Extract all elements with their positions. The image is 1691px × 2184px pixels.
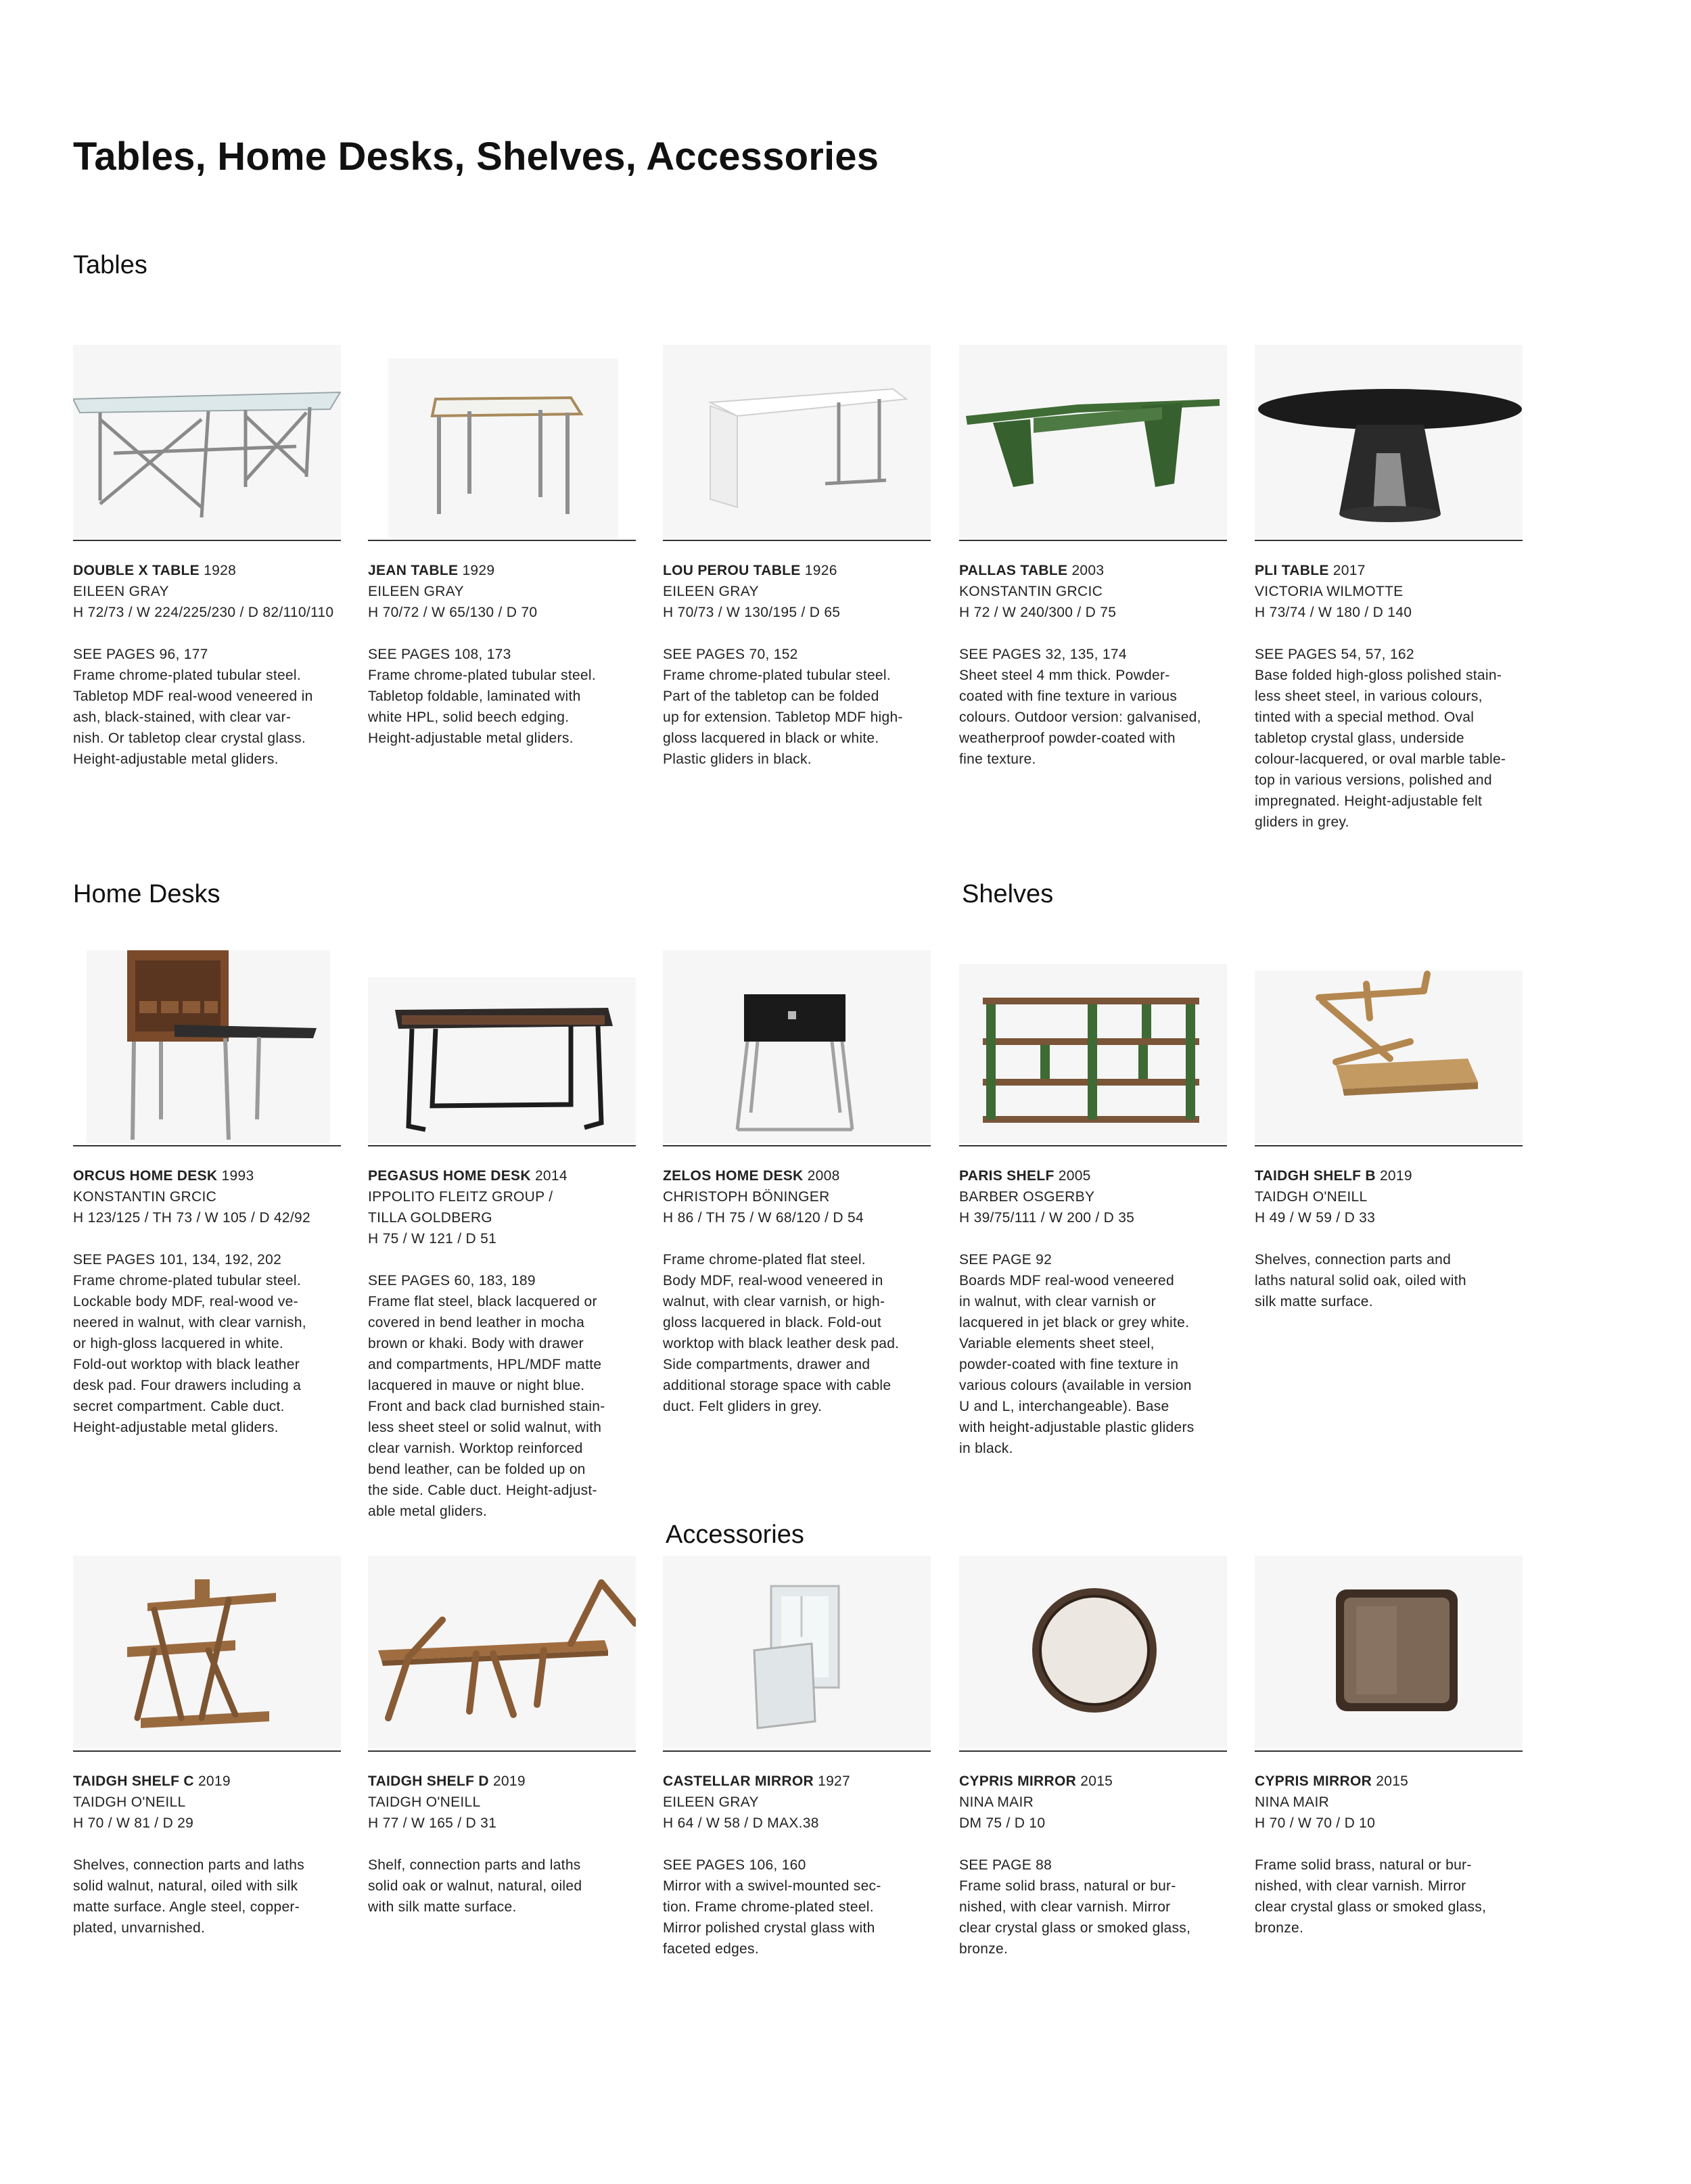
product-double-x-table — [73, 345, 341, 767]
product-desc-line: fine texture. — [959, 751, 1036, 767]
product-desc-line: additional storage space with cable — [663, 1378, 891, 1393]
product-designer: IPPOLITO FLEITZ GROUP / — [368, 1189, 553, 1205]
product-year: 2015 — [1376, 1773, 1409, 1789]
product-desc-line: brown or khaki. Body with drawer — [368, 1336, 584, 1351]
product-year: 1926 — [804, 563, 837, 578]
product-desc-line: the side. Cable duct. Height-adjust- — [368, 1483, 597, 1498]
product-name: TAIDGH SHELF D — [368, 1773, 489, 1789]
product-designer: EILEEN GRAY — [368, 584, 464, 599]
product-desc-line: neered in walnut, with clear varnish, — [73, 1315, 306, 1330]
product-name: LOU PEROU TABLE — [663, 563, 801, 578]
product-desc-line: worktop with black leather desk pad. — [663, 1336, 900, 1351]
product-pages: SEE PAGES 70, 152 — [663, 647, 798, 662]
cypris-mirror-square-image — [1255, 1556, 1523, 1748]
product-name: PARIS SHELF — [959, 1168, 1055, 1184]
product-desc-line: duct. Felt gliders in grey. — [663, 1399, 823, 1414]
product-pages: SEE PAGE 88 — [959, 1857, 1052, 1873]
product-pli-table — [1255, 345, 1523, 830]
product-taidgh-shelf-b — [1255, 950, 1523, 1309]
product-dimensions: H 49 / W 59 / D 33 — [1255, 1210, 1376, 1226]
product-desc-line: and compartments, HPL/MDF matte — [368, 1357, 602, 1372]
product-dimensions: H 70 / W 81 / D 29 — [73, 1815, 194, 1831]
product-desc-line: tion. Frame chrome-plated steel. — [663, 1899, 874, 1915]
product-desc-line: in walnut, with clear varnish or — [959, 1294, 1156, 1309]
product-designer: VICTORIA WILMOTTE — [1255, 584, 1404, 599]
product-desc-line: nished, with clear varnish. Mirror — [1255, 1878, 1466, 1894]
product-desc-line: tinted with a special method. Oval — [1255, 710, 1475, 725]
product-desc-line: able metal gliders. — [368, 1504, 488, 1519]
product-designer: KONSTANTIN GRCIC — [959, 584, 1103, 599]
product-desc-line: Side compartments, drawer and — [663, 1357, 871, 1372]
product-desc-line: Shelf, connection parts and laths — [368, 1857, 581, 1873]
product-name: PEGASUS HOME DESK — [368, 1168, 531, 1184]
product-designer: TAIDGH O'NEILL — [73, 1794, 186, 1810]
product-desc-line: Frame chrome-plated tubular steel. — [663, 668, 891, 683]
product-desc-line: various colours (available in version — [959, 1378, 1192, 1393]
product-dimensions: H 77 / W 165 / D 31 — [368, 1815, 497, 1831]
product-dimensions: H 86 / TH 75 / W 68/120 / D 54 — [663, 1210, 864, 1226]
product-desc-line: Base folded high-gloss polished stain- — [1255, 668, 1502, 683]
product-desc-line: Lockable body MDF, real-wood ve- — [73, 1294, 298, 1309]
product-desc-line: top in various versions, polished and — [1255, 772, 1492, 788]
product-desc-line: U and L, interchangeable). Base — [959, 1399, 1169, 1414]
product-designer: EILEEN GRAY — [73, 584, 169, 599]
lou-perou-table-image — [663, 345, 931, 538]
product-desc-line: gloss lacquered in black or white. — [663, 730, 879, 746]
taidgh-shelf-c-image — [73, 1556, 341, 1748]
product-desc-line: secret compartment. Cable duct. — [73, 1399, 285, 1414]
product-desc-line: lacquered in jet black or grey white. — [959, 1315, 1190, 1330]
product-year: 1928 — [204, 563, 237, 578]
product-year: 2005 — [1058, 1168, 1091, 1184]
product-desc-line: Variable elements sheet steel, — [959, 1336, 1155, 1351]
product-dimensions: H 72/73 / W 224/225/230 / D 82/110/110 — [73, 605, 334, 620]
product-desc-line: bend leather, can be folded up on — [368, 1462, 586, 1477]
product-desc-line: Frame chrome-plated flat steel. — [663, 1252, 866, 1268]
product-pages: SEE PAGE 92 — [959, 1252, 1052, 1268]
product-desc-line: Frame chrome-plated tubular steel. — [73, 1273, 302, 1288]
product-year: 1993 — [221, 1168, 254, 1184]
product-orcus-home-desk — [73, 950, 341, 1435]
product-pallas-table — [959, 345, 1227, 767]
product-lou-perou-table — [663, 345, 931, 767]
product-desc-line: gliders in grey. — [1255, 814, 1349, 830]
product-desc-line: Height-adjustable metal gliders. — [73, 1420, 279, 1435]
product-designer: CHRISTOPH BÖNINGER — [663, 1189, 830, 1205]
product-designer: TAIDGH O'NEILL — [368, 1794, 481, 1810]
product-pages: SEE PAGES 106, 160 — [663, 1857, 806, 1873]
product-dimensions: H 64 / W 58 / D MAX.38 — [663, 1815, 819, 1831]
product-desc-line: desk pad. Four drawers including a — [73, 1378, 302, 1393]
product-pages: SEE PAGES 32, 135, 174 — [959, 647, 1127, 662]
product-desc-line: Boards MDF real-wood veneered — [959, 1273, 1175, 1288]
product-desc-line: solid walnut, natural, oiled with silk — [73, 1878, 298, 1894]
product-year: 2019 — [198, 1773, 231, 1789]
product-dimensions: H 123/125 / TH 73 / W 105 / D 42/92 — [73, 1210, 310, 1226]
product-name: CYPRIS MIRROR — [959, 1773, 1077, 1789]
product-name: ORCUS HOME DESK — [73, 1168, 218, 1184]
product-dimensions: H 72 / W 240/300 / D 75 — [959, 605, 1117, 620]
product-desc-line: nish. Or tabletop clear crystal glass. — [73, 730, 306, 746]
product-desc-line: Plastic gliders in black. — [663, 751, 812, 767]
product-desc-line: white HPL, solid beech edging. — [368, 710, 570, 725]
product-desc-line: colour-lacquered, or oval marble table- — [1255, 751, 1506, 767]
product-designer: EILEEN GRAY — [663, 584, 759, 599]
product-desc-line: Height-adjustable metal gliders. — [73, 751, 279, 767]
product-desc-line: up for extension. Tabletop MDF high- — [663, 710, 903, 725]
product-desc-line: Part of the tabletop can be folded — [663, 689, 879, 704]
product-dimensions: H 70/73 / W 130/195 / D 65 — [663, 605, 841, 620]
product-zelos-home-desk — [663, 950, 931, 1414]
product-taidgh-shelf-c — [73, 1556, 341, 1936]
product-pages: SEE PAGES 108, 173 — [368, 647, 511, 662]
product-year: 2019 — [1379, 1168, 1412, 1184]
product-pages: SEE PAGES 101, 134, 192, 202 — [73, 1252, 282, 1268]
product-desc-line: Frame solid brass, natural or bur- — [1255, 1857, 1472, 1873]
product-name: PALLAS TABLE — [959, 563, 1068, 578]
product-desc-line: Shelves, connection parts and laths — [73, 1857, 305, 1873]
product-designer: TILLA GOLDBERG — [368, 1210, 492, 1226]
product-desc-line: Shelves, connection parts and — [1255, 1252, 1452, 1268]
pallas-table-image — [959, 345, 1227, 538]
product-desc-line: with height-adjustable plastic gliders — [959, 1420, 1195, 1435]
taidgh-shelf-b-image — [1255, 950, 1523, 1143]
product-year: 2015 — [1080, 1773, 1113, 1789]
double-x-table-image — [73, 345, 341, 538]
section-title-home-desks: Home Desks — [73, 880, 221, 908]
product-desc-line: clear crystal glass or smoked glass, — [1255, 1899, 1487, 1915]
orcus-home-desk-image — [73, 950, 341, 1143]
product-desc-line: Height-adjustable metal gliders. — [368, 730, 574, 746]
castellar-mirror-image — [663, 1556, 931, 1748]
product-desc-line: Frame chrome-plated tubular steel. — [73, 668, 302, 683]
product-designer: EILEEN GRAY — [663, 1794, 759, 1810]
product-name: DOUBLE X TABLE — [73, 563, 200, 578]
product-taidgh-shelf-d — [368, 1556, 636, 1915]
product-desc-line: plated, unvarnished. — [73, 1920, 206, 1936]
pli-table-image — [1255, 345, 1523, 538]
product-name: ZELOS HOME DESK — [663, 1168, 804, 1184]
product-castellar-mirror — [663, 1556, 931, 1957]
product-desc-line: Frame chrome-plated tubular steel. — [368, 668, 597, 683]
product-desc-line: ash, black-stained, with clear var- — [73, 710, 292, 725]
product-designer: NINA MAIR — [1255, 1794, 1330, 1810]
product-name: JEAN TABLE — [368, 563, 459, 578]
product-desc-line: Frame flat steel, black lacquered or — [368, 1294, 597, 1309]
product-desc-line: clear varnish. Worktop reinforced — [368, 1441, 583, 1456]
section-title-accessories: Accessories — [666, 1520, 804, 1549]
paris-shelf-image — [959, 950, 1227, 1143]
product-name: PLI TABLE — [1255, 563, 1329, 578]
product-year: 1927 — [818, 1773, 851, 1789]
product-cypris-mirror-square — [1255, 1556, 1523, 1936]
product-name: TAIDGH SHELF C — [73, 1773, 194, 1789]
product-paris-shelf — [959, 950, 1227, 1456]
product-desc-line: clear crystal glass or smoked glass, — [959, 1920, 1191, 1936]
product-desc-line: impregnated. Height-adjustable felt — [1255, 793, 1483, 809]
product-year: 1929 — [462, 563, 495, 578]
product-desc-line: lacquered in mauve or night blue. — [368, 1378, 585, 1393]
product-desc-line: covered in bend leather in mocha — [368, 1315, 585, 1330]
product-desc-line: laths natural solid oak, oiled with — [1255, 1273, 1466, 1288]
product-desc-line: coated with fine texture in various — [959, 689, 1178, 704]
jean-table-image — [368, 345, 636, 538]
product-dimensions: DM 75 / D 10 — [959, 1815, 1046, 1831]
product-dimensions: H 39/75/111 / W 200 / D 35 — [959, 1210, 1135, 1226]
product-dimensions: H 70 / W 70 / D 10 — [1255, 1815, 1376, 1831]
product-desc-line: Mirror with a swivel-mounted sec- — [663, 1878, 881, 1894]
taidgh-shelf-d-image — [368, 1556, 636, 1748]
product-desc-line: Sheet steel 4 mm thick. Powder- — [959, 668, 1170, 683]
product-pages: SEE PAGES 60, 183, 189 — [368, 1273, 536, 1288]
product-desc-line: tabletop crystal glass, underside — [1255, 730, 1464, 746]
product-dimensions: H 73/74 / W 180 / D 140 — [1255, 605, 1412, 620]
product-desc-line: in black. — [959, 1441, 1013, 1456]
product-desc-line: bronze. — [959, 1941, 1009, 1957]
product-year: 2019 — [492, 1773, 526, 1789]
product-desc-line: Front and back clad burnished stain- — [368, 1399, 605, 1414]
product-desc-line: nished, with clear varnish. Mirror — [959, 1899, 1171, 1915]
product-desc-line: gloss lacquered in black. Fold-out — [663, 1315, 882, 1330]
product-year: 2017 — [1333, 563, 1366, 578]
page-title: Tables, Home Desks, Shelves, Accessories — [73, 135, 879, 179]
product-jean-table — [368, 345, 636, 746]
product-name: CASTELLAR MIRROR — [663, 1773, 814, 1789]
product-pegasus-home-desk — [368, 950, 636, 1519]
product-desc-line: matte surface. Angle steel, copper- — [73, 1899, 300, 1915]
product-cypris-mirror-round — [959, 1556, 1227, 1957]
product-desc-line: less sheet steel, in various colours, — [1255, 689, 1483, 704]
product-desc-line: faceted edges. — [663, 1941, 759, 1957]
product-year: 2003 — [1071, 563, 1105, 578]
section-title-tables: Tables — [73, 251, 147, 279]
product-desc-line: walnut, with clear varnish, or high- — [663, 1294, 885, 1309]
product-desc-line: with silk matte surface. — [368, 1899, 517, 1915]
product-desc-line: silk matte surface. — [1255, 1294, 1373, 1309]
product-year: 2014 — [534, 1168, 567, 1184]
product-desc-line: Frame solid brass, natural or bur- — [959, 1878, 1176, 1894]
product-designer: TAIDGH O'NEILL — [1255, 1189, 1368, 1205]
product-desc-line: Fold-out worktop with black leather — [73, 1357, 300, 1372]
product-name: CYPRIS MIRROR — [1255, 1773, 1372, 1789]
product-desc-line: Body MDF, real-wood veneered in — [663, 1273, 883, 1288]
product-desc-line: Mirror polished crystal glass with — [663, 1920, 875, 1936]
product-name: TAIDGH SHELF B — [1255, 1168, 1376, 1184]
product-year: 2008 — [807, 1168, 840, 1184]
product-desc-line: solid oak or walnut, natural, oiled — [368, 1878, 582, 1894]
product-dimensions: H 75 / W 121 / D 51 — [368, 1231, 497, 1247]
product-desc-line: weatherproof powder-coated with — [959, 730, 1176, 746]
product-dimensions: H 70/72 / W 65/130 / D 70 — [368, 605, 538, 620]
product-designer: KONSTANTIN GRCIC — [73, 1189, 217, 1205]
product-desc-line: bronze. — [1255, 1920, 1304, 1936]
product-designer: BARBER OSGERBY — [959, 1189, 1095, 1205]
product-desc-line: colours. Outdoor version: galvanised, — [959, 710, 1201, 725]
product-pages: SEE PAGES 54, 57, 162 — [1255, 647, 1414, 662]
product-desc-line: powder-coated with fine texture in — [959, 1357, 1179, 1372]
product-desc-line: or high-gloss lacquered in white. — [73, 1336, 284, 1351]
section-title-shelves: Shelves — [962, 880, 1054, 908]
product-desc-line: Tabletop MDF real-wood veneered in — [73, 689, 313, 704]
pegasus-home-desk-image — [368, 950, 636, 1143]
cypris-mirror-round-image — [959, 1556, 1227, 1748]
product-designer: NINA MAIR — [959, 1794, 1034, 1810]
product-desc-line: less sheet steel or solid walnut, with — [368, 1420, 602, 1435]
product-pages: SEE PAGES 96, 177 — [73, 647, 208, 662]
product-desc-line: Tabletop foldable, laminated with — [368, 689, 581, 704]
zelos-home-desk-image — [663, 950, 931, 1143]
